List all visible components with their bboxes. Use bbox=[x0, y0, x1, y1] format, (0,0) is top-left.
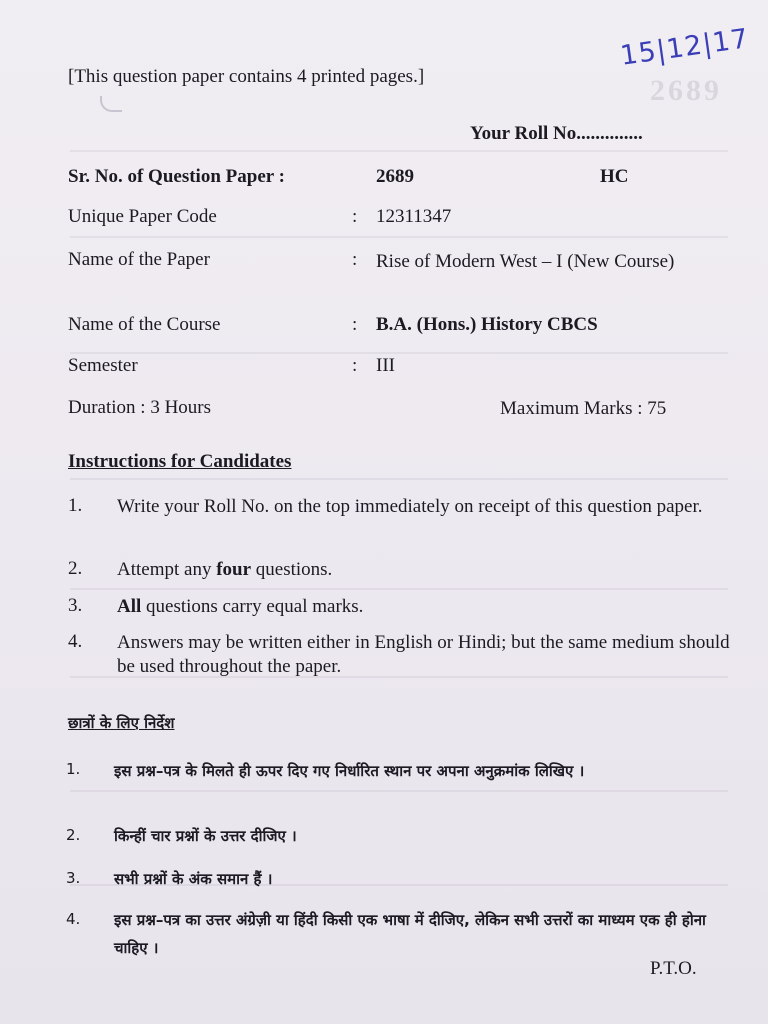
bleed-through-line bbox=[70, 588, 728, 590]
instruction-text: Write your Roll No. on the top immediately on receipt of this question paper. bbox=[117, 496, 703, 517]
bleed-through-line bbox=[70, 478, 728, 480]
paper-name-value: Rise of Modern West – I (New Course) bbox=[376, 251, 675, 272]
instruction-text-part: questions carry equal marks. bbox=[141, 596, 364, 617]
handwritten-date: 15|12|17 bbox=[618, 23, 751, 72]
maximum-marks: Maximum Marks : 75 bbox=[500, 398, 667, 419]
instruction-number: 4. bbox=[68, 631, 83, 652]
hindi-instruction-text: किन्हीं चार प्रश्नों के उत्तर दीजिए । bbox=[114, 827, 297, 845]
hindi-instruction-number: 1. bbox=[66, 760, 81, 778]
ink-smudge bbox=[100, 96, 122, 112]
instruction-text-part: questions. bbox=[251, 559, 333, 580]
semester-value: III bbox=[376, 355, 395, 376]
instruction-text: Answers may be written either in English or Hindi; but the same medium should be used throughout the paper. bbox=[117, 632, 730, 677]
unique-code-value: 12311347 bbox=[376, 206, 452, 227]
instruction-text bbox=[117, 595, 732, 619]
hindi-instruction-text: इस प्रश्न–पत्र का उत्तर अंग्रेज़ी या हिंदी किसी एक भाषा में दीजिए, लेकिन सभी उत्तरों का माध्यम एक ही होना चाहिए । bbox=[114, 911, 706, 957]
roll-number-field: Your Roll No.............. bbox=[470, 123, 643, 144]
hindi-instruction-text: सभी प्रश्नों के अंक समान हैं । bbox=[114, 870, 273, 888]
sr-no-label: Sr. No. of Question Paper : bbox=[68, 166, 285, 187]
colon: : bbox=[352, 314, 358, 335]
instructions-heading-hi: छात्रों के लिए निर्देश bbox=[68, 714, 175, 732]
colon: : bbox=[352, 249, 358, 270]
semester-label: Semester bbox=[68, 355, 138, 376]
instruction-text bbox=[117, 558, 732, 582]
instruction-number: 2. bbox=[68, 558, 83, 579]
printed-pages-note: [This question paper contains 4 printed pages.] bbox=[68, 66, 425, 87]
please-turn-over: P.T.O. bbox=[650, 958, 697, 979]
bleed-through-line bbox=[70, 352, 728, 354]
unique-code-label: Unique Paper Code bbox=[68, 206, 217, 227]
hindi-instruction-number: 2. bbox=[66, 826, 81, 844]
instructions-heading-en: Instructions for Candidates bbox=[68, 451, 292, 472]
bleed-through-line bbox=[70, 150, 728, 152]
instruction-emphasis: four bbox=[216, 559, 252, 580]
hindi-instruction-text: इस प्रश्न–पत्र के मिलते ही ऊपर दिए गए निर्धारित स्थान पर अपना अनुक्रमांक लिखिए । bbox=[114, 762, 585, 780]
paper-name-label: Name of the Paper bbox=[68, 249, 210, 270]
course-name-label: Name of the Course bbox=[68, 314, 221, 335]
bleed-through-number: 2689 bbox=[650, 74, 722, 107]
colon: : bbox=[352, 355, 358, 376]
bleed-through-line bbox=[70, 236, 728, 238]
course-name-value: B.A. (Hons.) History CBCS bbox=[376, 314, 598, 335]
hindi-instruction-number: 3. bbox=[66, 869, 81, 887]
instruction-number: 1. bbox=[68, 495, 83, 516]
duration: Duration : 3 Hours bbox=[68, 397, 212, 418]
colon: : bbox=[352, 206, 358, 227]
instruction-emphasis: All bbox=[117, 596, 142, 617]
sr-no-value: 2689 bbox=[376, 166, 414, 187]
instruction-number: 3. bbox=[68, 595, 83, 616]
sr-no-suffix: HC bbox=[600, 166, 629, 187]
bleed-through-line bbox=[70, 790, 728, 792]
instruction-text-part: Attempt any bbox=[117, 559, 217, 580]
hindi-instruction-number: 4. bbox=[66, 910, 81, 928]
